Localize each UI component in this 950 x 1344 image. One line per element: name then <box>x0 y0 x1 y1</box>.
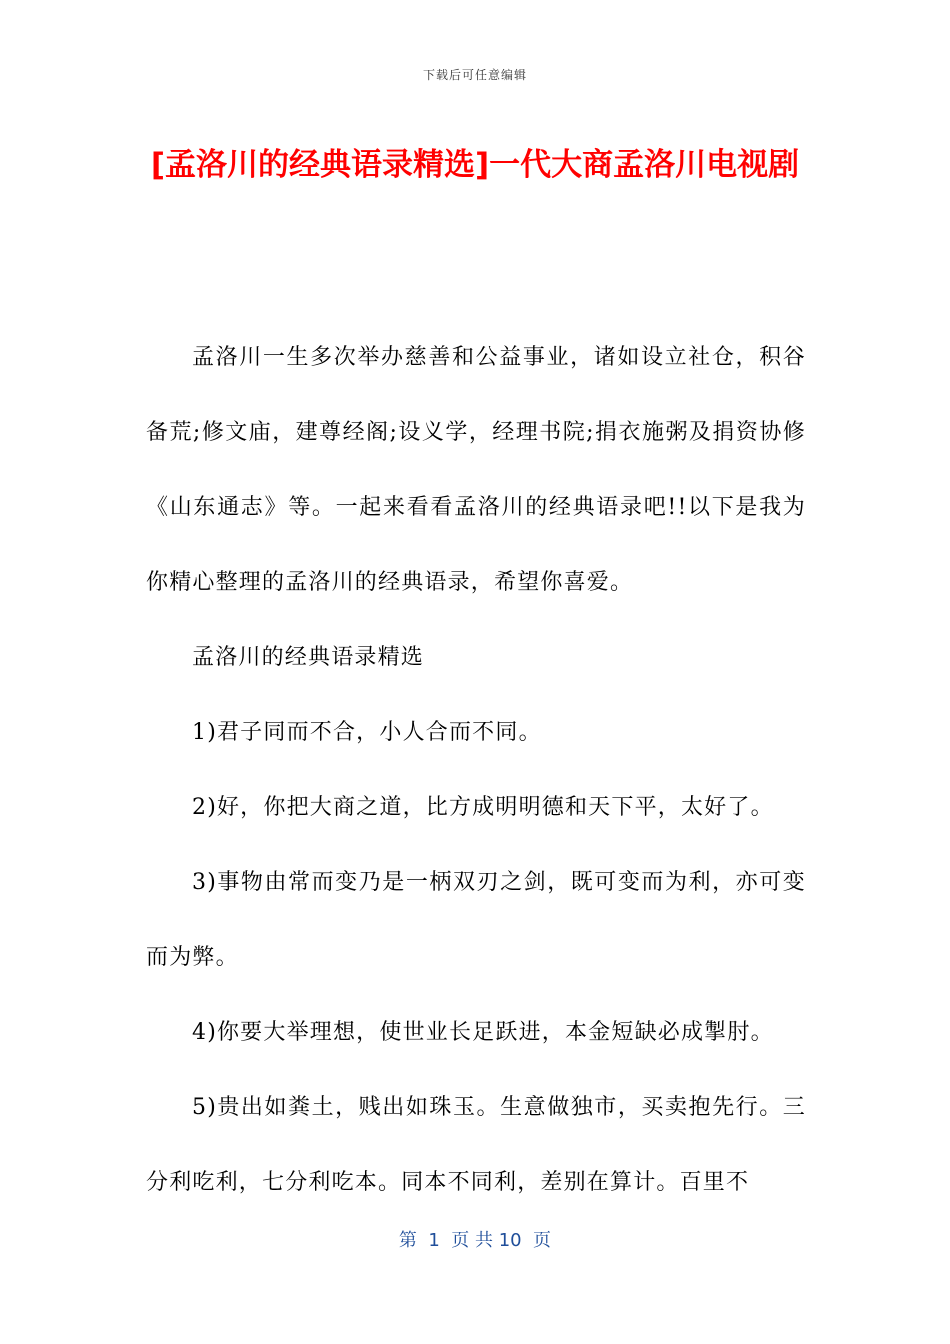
quote-item-4: 4)你要大举理想，使世业长足跃进，本金短缺必成掣肘。 <box>192 1020 774 1045</box>
page-footer: 第 1 页 共 10 页 <box>398 1230 552 1251</box>
quote-item-3: 3)事物由常而变乃是一柄双刃之剑，既可变而为利，亦可变而为弊。 <box>146 870 806 970</box>
quote-item-5: 5)贵出如粪土，贱出如珠玉。生意做独市，买卖抱先行。三分利吃利，七分利吃本。同本不同利，差别在算计。百里不 <box>146 1095 806 1195</box>
section-heading: 孟洛川的经典语录精选 <box>192 645 425 670</box>
document-title: [孟洛川的经典语录精选]一代大商孟洛川电视剧 <box>150 147 800 183</box>
quote-item-1: 1)君子同而不合，小人合而不同。 <box>192 720 542 745</box>
quote-item-2: 2)好，你把大商之道，比方成明明德和天下平，太好了。 <box>192 795 774 820</box>
document-body <box>146 320 806 1220</box>
header-note: 下载后可任意编辑 <box>422 68 527 82</box>
intro-paragraph: 孟洛川一生多次举办慈善和公益事业，诸如设立社仓，积谷备荒;修文庙，建尊经阁;设义学，经理书院;捐衣施粥及捐资协修《山东通志》等。一起来看看孟洛川的经典语录吧!!以下是我为你精心整理的孟洛川的经典语录，希望你喜爱。 <box>146 345 806 595</box>
